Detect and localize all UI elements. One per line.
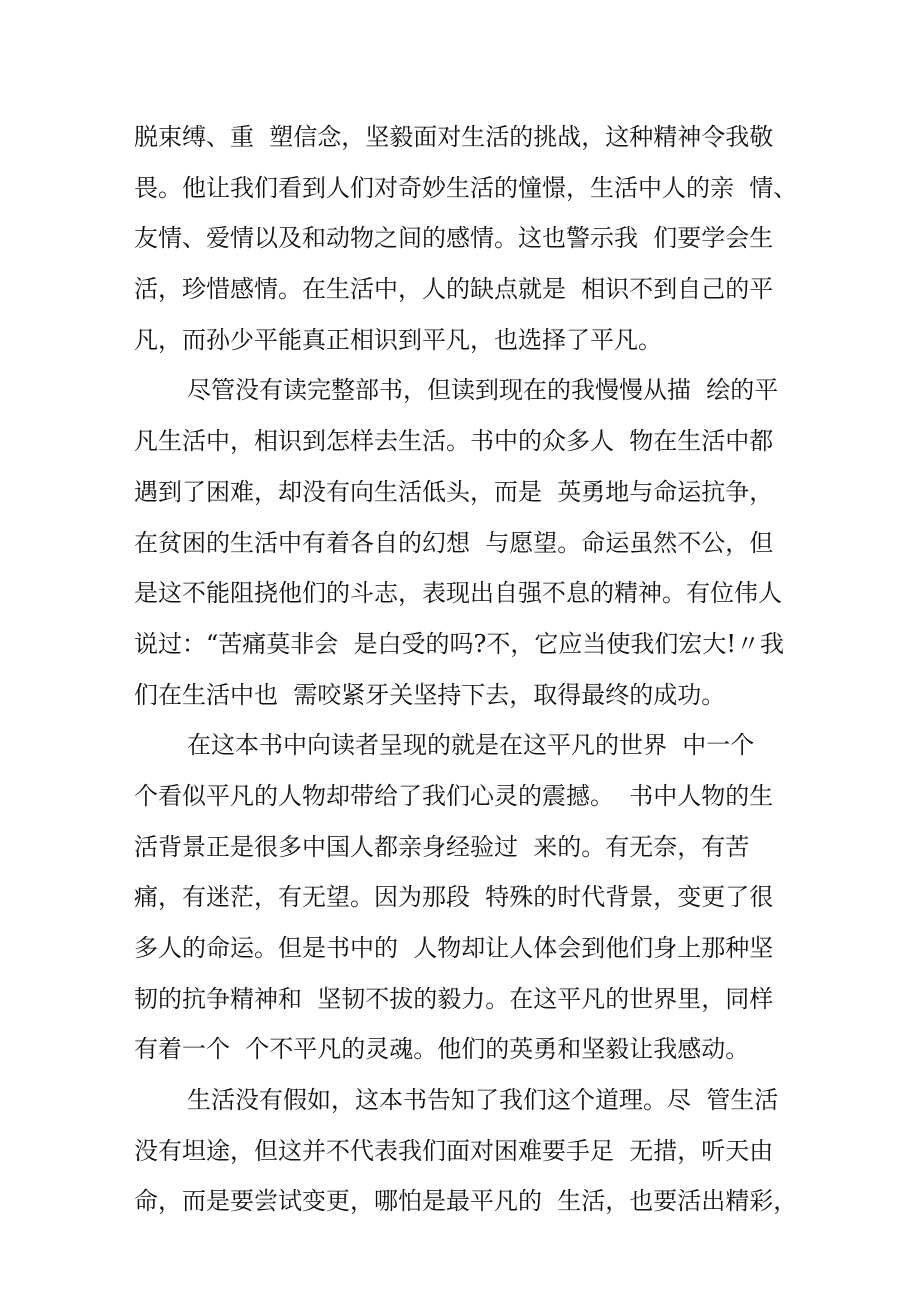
text-line: 友情、爱情以及和动物之间的感情。这也警示我 们要学会生: [134, 224, 774, 253]
text-line: 活，珍惜感情。在生活中，人的缺点就是 相识不到自己的平: [134, 275, 774, 304]
text-line: 个看似平凡的人物却带给了我们心灵的震撼。 书中人物的生: [134, 781, 774, 810]
text-line: 们在生活中也 需咬紧牙关坚持下去，取得最终的成功。: [134, 680, 726, 709]
text-line: 说过：“苦痛莫非会 是白受的吗?不，它应当使我们宏大!〃我: [134, 629, 785, 658]
text-line: 韧的抗争精神和 坚韧不拔的毅力。在这平凡的世界里，同样: [134, 984, 774, 1013]
text-line: 没有坦途，但这并不代表我们面对困难要手足 无措，听天由: [134, 1136, 774, 1165]
text-line: 遇到了困难，却没有向生活低头，而是 英勇地与命运抗争，: [134, 477, 774, 506]
paragraph-first-line: 生活没有假如，这本书告知了我们这个道理。尽 管生活: [187, 1086, 779, 1115]
text-line: 在贫困的生活中有着各自的幻想 与愿望。命运虽然不公，但: [134, 528, 774, 557]
text-line: 凡生活中，相识到怎样去生活。书中的众多人 物在生活中都: [134, 427, 774, 456]
text-line: 凡，而孙少平能真正相识到平凡，也选择了平凡。: [134, 325, 662, 354]
paragraph-first-line: 尽管没有读完整部书，但读到现在的我慢慢从描 绘的平: [187, 376, 779, 405]
text-line: 命，而是要尝试变更，哪怕是最平凡的 生活，也要活出精彩，: [134, 1187, 798, 1216]
text-line: 脱束缚、重 塑信念，坚毅面对生活的挑战，这种精神令我敬: [134, 123, 774, 151]
text-line: 有着一个 个不平凡的灵魂。他们的英勇和坚毅让我感动。: [134, 1035, 750, 1064]
text-line: 畏。他让我们看到人们对奇妙生活的憧憬，生活中人的亲 情、: [134, 173, 798, 202]
body-text: [134, 112, 814, 1227]
text-line: 是这不能阻挠他们的斗志，表现出自强不息的精神。有位伟人: [134, 579, 782, 608]
text-line: 多人的命运。但是书中的 人物却让人体会到他们身上那种坚: [134, 934, 774, 962]
text-line: 痛，有迷茫，有无望。因为那段 特殊的时代背景，变更了很: [134, 883, 774, 912]
paragraph-first-line: 在这本书中向读者呈现的就是在这平凡的世界 中一个: [187, 731, 755, 760]
text-line: 活背景正是很多中国人都亲身经验过 来的。有无奈，有苦: [134, 832, 750, 861]
